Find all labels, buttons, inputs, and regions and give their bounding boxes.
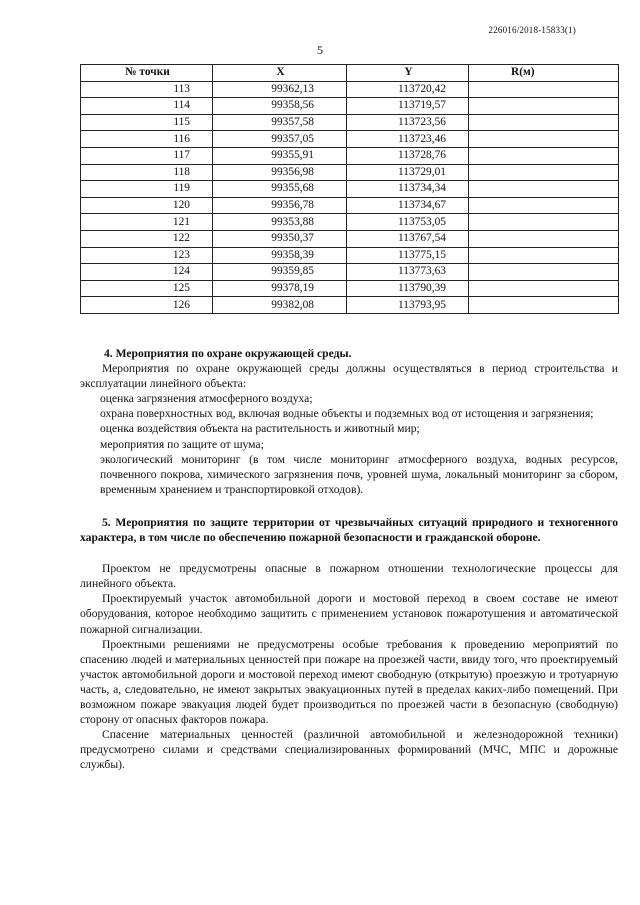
table-row	[81, 230, 619, 247]
cell-y: 113720,42	[347, 81, 469, 98]
cell-r	[469, 247, 619, 264]
cell-r	[469, 98, 619, 115]
cell-point-number: 118	[81, 164, 213, 181]
section-4-intro: Мероприятия по охране окружающей среды должны осуществляться в период строительства и эксплуатации линейного объекта:	[80, 362, 618, 391]
cell-point-number: 119	[81, 181, 213, 198]
section-5-title: 5. Мероприятия по защите территории от чрезвычайных ситуаций природного и техногенного характера, в том числе по обеспечению пожарной безопасности и гражданской обороне.	[80, 515, 618, 545]
cell-point-number: 126	[81, 297, 213, 314]
cell-r	[469, 164, 619, 181]
section-5-paragraph: Спасение материальных ценностей (различной автомобильной и железнодорожной техники) предусмотрено силами и средствами специализированных формирований (МЧС, МПС и дорожные службы).	[80, 728, 618, 772]
column-header-r: R(м)	[469, 65, 619, 82]
table-row	[81, 264, 619, 281]
coordinates-table	[80, 64, 619, 314]
cell-point-number: 120	[81, 197, 213, 214]
list-item: охрана поверхностных вод, включая водные объекты и подземных вод от истощения и загрязнения;	[100, 407, 594, 421]
cell-r	[469, 214, 619, 231]
cell-point-number: 122	[81, 230, 213, 247]
cell-y: 113723,46	[347, 131, 469, 148]
cell-point-number: 115	[81, 114, 213, 131]
cell-y: 113793,95	[347, 297, 469, 314]
cell-y: 113790,39	[347, 280, 469, 297]
cell-point-number: 125	[81, 280, 213, 297]
cell-point-number: 121	[81, 214, 213, 231]
cell-r	[469, 147, 619, 164]
section-4-title: 4. Мероприятия по охране окружающей среды.	[104, 347, 352, 360]
table-row	[81, 247, 619, 264]
cell-r	[469, 114, 619, 131]
table-row	[81, 297, 619, 314]
cell-r	[469, 197, 619, 214]
cell-y: 113773,63	[347, 264, 469, 281]
cell-r	[469, 280, 619, 297]
cell-r	[469, 181, 619, 198]
table-row	[81, 197, 619, 214]
table-row	[81, 214, 619, 231]
document-body	[80, 346, 618, 772]
document-number: 226016/2018-15833(1)	[488, 25, 576, 35]
list-item: оценка загрязнения атмосферного воздуха;	[100, 392, 313, 406]
cell-x: 99358,39	[213, 247, 347, 264]
cell-x: 99355,68	[213, 181, 347, 198]
table-row	[81, 280, 619, 297]
cell-x: 99378,19	[213, 280, 347, 297]
table-row	[81, 98, 619, 115]
cell-y: 113728,76	[347, 147, 469, 164]
cell-point-number: 116	[81, 131, 213, 148]
column-header-x: X	[213, 65, 347, 82]
cell-x: 99382,08	[213, 297, 347, 314]
cell-y: 113723,56	[347, 114, 469, 131]
section-5-paragraph: Проектируемый участок автомобильной дороги и мостовой переход в своем составе не имеют оборудования, которое необходимо защитить с применением установок пожаротушения и автоматической пожарной сигнализации.	[80, 592, 618, 636]
cell-x: 99359,85	[213, 264, 347, 281]
page-number: 5	[317, 43, 323, 57]
cell-x: 99362,13	[213, 81, 347, 98]
cell-r	[469, 230, 619, 247]
cell-y: 113734,34	[347, 181, 469, 198]
list-item: оценка воздействия объекта на растительность и животный мир;	[100, 422, 420, 436]
cell-y: 113767,54	[347, 230, 469, 247]
cell-point-number: 117	[81, 147, 213, 164]
section-5-paragraph: Проектом не предусмотрены опасные в пожарном отношении технологические процессы для линейного объекта.	[80, 562, 618, 591]
cell-x: 99357,58	[213, 114, 347, 131]
cell-y: 113734,67	[347, 197, 469, 214]
cell-r	[469, 297, 619, 314]
table-header-row	[81, 65, 619, 82]
cell-x: 99358,56	[213, 98, 347, 115]
list-item: мероприятия по защите от шума;	[100, 437, 264, 451]
cell-r	[469, 264, 619, 281]
section-5-paragraph: Проектными решениями не предусмотрены особые требования к проведению мероприятий по спасению людей и материальных ценностей при пожаре на проезжей части, ввиду того, что проектируемый участок автомобильной дороги и мостовой переход имеют свободную (открытую) проезжую и тротуарную часть, а, следовательно, не имеют закрытых эвакуационных путей в пределах каких-либо помещений. При возможном пожаре эвакуация людей будет производиться по проезжей части в безопасную (свободную) сторону от опасных факторов пожара.	[80, 637, 618, 727]
cell-point-number: 123	[81, 247, 213, 264]
cell-y: 113729,01	[347, 164, 469, 181]
cell-point-number: 114	[81, 98, 213, 115]
cell-x: 99353,88	[213, 214, 347, 231]
table-row	[81, 181, 619, 198]
cell-y: 113775,15	[347, 247, 469, 264]
table-row	[81, 114, 619, 131]
cell-y: 113719,57	[347, 98, 469, 115]
cell-y: 113753,05	[347, 214, 469, 231]
column-header-point: № точки	[81, 65, 213, 82]
list-item: экологический мониторинг (в том числе мониторинг атмосферного воздуха, водных ресурсов, почвенного покрова, химического загрязнения почв, уровней шума, локальный мониторинг за сбором, временным хранением и транспортировкой отходов).	[100, 452, 618, 496]
cell-x: 99356,98	[213, 164, 347, 181]
cell-x: 99350,37	[213, 230, 347, 247]
cell-r	[469, 131, 619, 148]
column-header-y: Y	[347, 65, 469, 82]
cell-x: 99355,91	[213, 147, 347, 164]
cell-point-number: 113	[81, 81, 213, 98]
cell-point-number: 124	[81, 264, 213, 281]
table-row	[81, 147, 619, 164]
cell-x: 99357,05	[213, 131, 347, 148]
table-row	[81, 131, 619, 148]
table-row	[81, 81, 619, 98]
cell-x: 99356,78	[213, 197, 347, 214]
cell-r	[469, 81, 619, 98]
table-row	[81, 164, 619, 181]
